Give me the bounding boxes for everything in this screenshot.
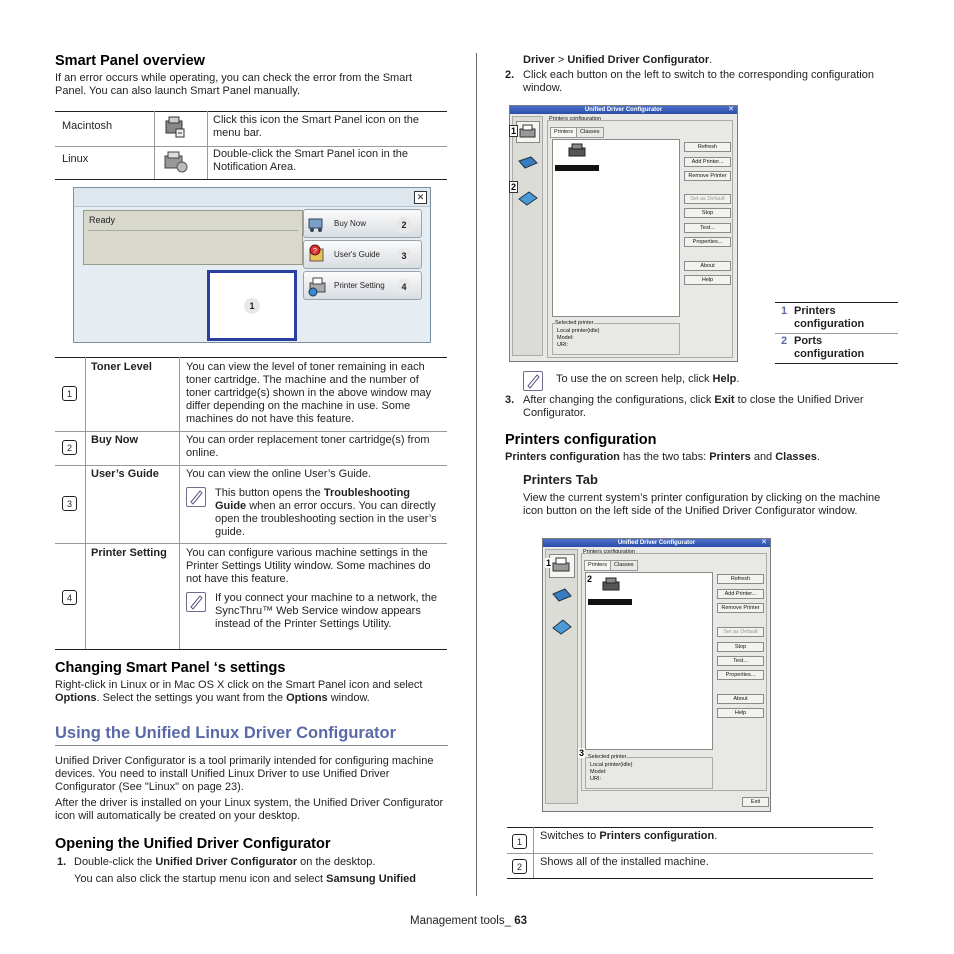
printers-conf-title: Printers configuration — [505, 432, 657, 448]
ports-config-icon[interactable] — [551, 617, 573, 637]
status-box — [83, 210, 303, 265]
legend1-label-1: Printers configuration — [794, 305, 865, 330]
step1-text: Double-click the Unified Driver Configurator on the desktop. — [74, 856, 376, 868]
unified-p1: Unified Driver Configurator is a tool primarily intended for configuring machine devices. You need to install Unified Linux Driver to use Unified Driver Configurator (See "Linux" on page 23). — [55, 755, 434, 793]
tab-classes[interactable]: Classes — [576, 127, 604, 138]
page-footer: Management tools_ 63 — [410, 915, 527, 927]
udc2-callout-3: 3 — [579, 748, 585, 758]
add-printer-button[interactable]: Add Printer... — [717, 589, 764, 599]
help-button[interactable]: Help — [717, 708, 764, 718]
classes-config-icon[interactable] — [551, 587, 573, 607]
launch-os-linux: Linux — [62, 153, 89, 165]
callout-1: 1 — [244, 298, 260, 314]
printer-setting-button[interactable]: Printer Setting — [303, 271, 422, 300]
feature-name-4: Printer Setting — [91, 547, 167, 559]
feature-num-2: 2 — [62, 440, 77, 455]
legend2-text-1: Switches to Printers configuration. — [540, 830, 718, 842]
step1-continued: Driver > Unified Driver Configurator. — [523, 54, 713, 66]
remove-printer-button[interactable]: Remove Printer — [717, 603, 764, 613]
launch-text-mac: Click this icon the Smart Panel icon on the menu bar. — [213, 114, 420, 139]
smart-panel-title: Smart Panel overview — [55, 53, 205, 69]
classes-config-icon[interactable] — [517, 155, 539, 173]
step1b-text: You can also click the startup menu icon and select Samsung Unified — [74, 873, 416, 885]
feature-note-3: This button opens the Troubleshooting Guide when an error occurs. You can directly open the troubleshooting section in the user’s guide. — [215, 487, 437, 538]
step1-num: 1. — [57, 856, 67, 868]
close-icon[interactable]: ✕ — [414, 191, 427, 204]
launch-os-mac: Macintosh — [62, 120, 113, 132]
svg-text:?: ? — [313, 248, 317, 255]
printers-conf-text: Printers configuration has the two tabs: Printers and Classes. — [505, 451, 820, 463]
feature-text-3: You can view the online User’s Guide. — [186, 468, 372, 480]
launch-text-linux: Double-click the Smart Panel icon in the Notification Area. — [213, 148, 409, 173]
legend2-text-2: Shows all of the installed machine. — [540, 856, 709, 868]
legend2-num-2: 2 — [512, 859, 527, 874]
udc-window-printers: Unified Driver Configurator ✕ Printers configuration Printers Classes Refresh Add Printer... Remove Printer Set as Default Stop Test... Properties... About Help Selected printer Local printer(idle) Model: URI: Exit — [542, 538, 771, 812]
feature-name-1: Toner Level — [91, 361, 152, 373]
printers-tab-text: View the current system’s printer configuration by clicking on the machine icon button on the left side of the Unified Driver Configurator window. — [523, 492, 881, 517]
printer-icon — [567, 143, 587, 159]
callout-2: 2 — [396, 217, 412, 233]
smart-panel-window — [73, 187, 431, 343]
feature-num-1: 1 — [62, 386, 77, 401]
set-default-button[interactable]: Set as Default — [717, 627, 764, 637]
tab-classes[interactable]: Classes — [610, 560, 638, 571]
tab-printers[interactable]: Printers — [584, 560, 611, 571]
refresh-button[interactable]: Refresh — [717, 574, 764, 584]
printers-tab-title: Printers Tab — [523, 472, 598, 487]
note-icon — [186, 487, 206, 507]
stop-button[interactable]: Stop — [684, 208, 731, 218]
legend1-num-2: 2 — [781, 335, 788, 347]
close-icon[interactable]: ✕ — [728, 106, 734, 113]
stop-button[interactable]: Stop — [717, 642, 764, 652]
properties-button[interactable]: Properties... — [717, 670, 764, 680]
udc2-callout-1: 1 — [546, 558, 552, 568]
feature-name-2: Buy Now — [91, 434, 139, 446]
about-button[interactable]: About — [717, 694, 764, 704]
feature-num-3: 3 — [62, 496, 77, 511]
status-text: Ready — [89, 215, 116, 225]
note-help-text: To use the on screen help, click Help. — [556, 373, 740, 385]
unified-title: Using the Unified Linux Driver Configurator — [55, 724, 397, 742]
unified-p2: After the driver is installed on your Linux system, the Unified Driver Configurator icon will automatically be created on your desktop. — [55, 797, 444, 822]
set-default-button[interactable]: Set as Default — [684, 194, 731, 204]
note-icon — [523, 371, 543, 391]
feature-note-4: If you connect your machine to a network, the SyncThru™ Web Service window appears instead of the Printer Settings Utility. — [215, 592, 437, 630]
changing-title: Changing Smart Panel ‘s settings — [55, 660, 286, 676]
step2-text: Click each button on the left to switch to the corresponding configuration window. — [523, 69, 874, 94]
feature-name-3: User’s Guide — [91, 468, 159, 480]
help-button[interactable]: Help — [684, 275, 731, 285]
printer-config-icon[interactable] — [549, 554, 575, 578]
add-printer-button[interactable]: Add Printer... — [684, 157, 731, 167]
udc-window-ports: Unified Driver Configurator ✕ Printers configuration Printers Classes Refresh Add Printer... Remove Printer Set as Default Stop Test... Properties... About Help Selected printer Local printer(idle) Model: URI: — [509, 105, 738, 362]
users-guide-button[interactable]: ? User's Guide — [303, 240, 422, 269]
remove-printer-button[interactable]: Remove Printer — [684, 171, 731, 181]
feature-text-1: You can view the level of toner remaining in each toner cartridge. The machine and the number of toner cartridge(s) shown in the above window may differ depending on the machine in use. Some machines do not have this feature. — [186, 361, 432, 425]
tab-printers[interactable]: Printers — [550, 127, 577, 138]
feature-text-4: You can configure various machine settings in the Printer Settings Utility window. Some machines do not have this feature. — [186, 547, 431, 585]
step3-text: After changing the configurations, click Exit to close the Unified Driver Configurator. — [523, 394, 864, 419]
callout-4: 4 — [396, 279, 412, 295]
about-button[interactable]: About — [684, 261, 731, 271]
note-icon — [186, 592, 206, 612]
printer-icon — [601, 577, 621, 593]
selected-printer-box: Selected printer Local printer(idle) Model: URI: — [585, 757, 713, 789]
legend1-label-2: Ports configuration — [794, 335, 865, 360]
printer-list[interactable] — [552, 139, 680, 317]
step2-num: 2. — [505, 69, 515, 81]
legend1-num-1: 1 — [781, 305, 788, 317]
step3-num: 3. — [505, 394, 515, 406]
cart-icon — [307, 213, 327, 233]
printer-list[interactable] — [585, 572, 713, 750]
selected-printer-box: Selected printer Local printer(idle) Model: URI: — [552, 323, 680, 355]
printer-config-icon[interactable] — [516, 121, 540, 143]
ports-config-icon[interactable] — [517, 189, 539, 207]
legend2-num-1: 1 — [512, 834, 527, 849]
udc1-callout-1: 1 — [511, 126, 517, 136]
feature-text-2: You can order replacement toner cartridge(s) from online. — [186, 434, 430, 459]
test-button[interactable]: Test... — [717, 656, 764, 666]
changing-text: Right-click in Linux or in Mac OS X click on the Smart Panel icon and select Options. Select the settings you want from the Options window. — [55, 679, 423, 704]
printer-settings-icon — [307, 275, 329, 297]
udc1-callout-2: 2 — [511, 182, 517, 192]
callout-3: 3 — [396, 248, 412, 264]
udc-sidebar — [512, 116, 543, 356]
properties-button[interactable]: Properties... — [684, 237, 731, 247]
smart-panel-mac-icon — [163, 115, 187, 139]
refresh-button[interactable]: Refresh — [684, 142, 731, 152]
udc2-callout-2: 2 — [587, 574, 593, 584]
help-book-icon — [307, 244, 327, 264]
feature-num-4: 4 — [62, 590, 77, 605]
smart-panel-text: If an error occurs while operating, you can check the error from the Smart Panel. You can also launch Smart Panel manually. — [55, 72, 413, 97]
test-button[interactable]: Test... — [684, 223, 731, 233]
opening-title: Opening the Unified Driver Configurator — [55, 836, 331, 852]
buy-now-button[interactable]: Buy Now — [303, 209, 422, 238]
udc-sidebar — [545, 549, 578, 804]
close-icon[interactable]: ✕ — [761, 539, 767, 546]
exit-button[interactable]: Exit — [742, 797, 769, 807]
smart-panel-linux-icon — [163, 149, 189, 175]
